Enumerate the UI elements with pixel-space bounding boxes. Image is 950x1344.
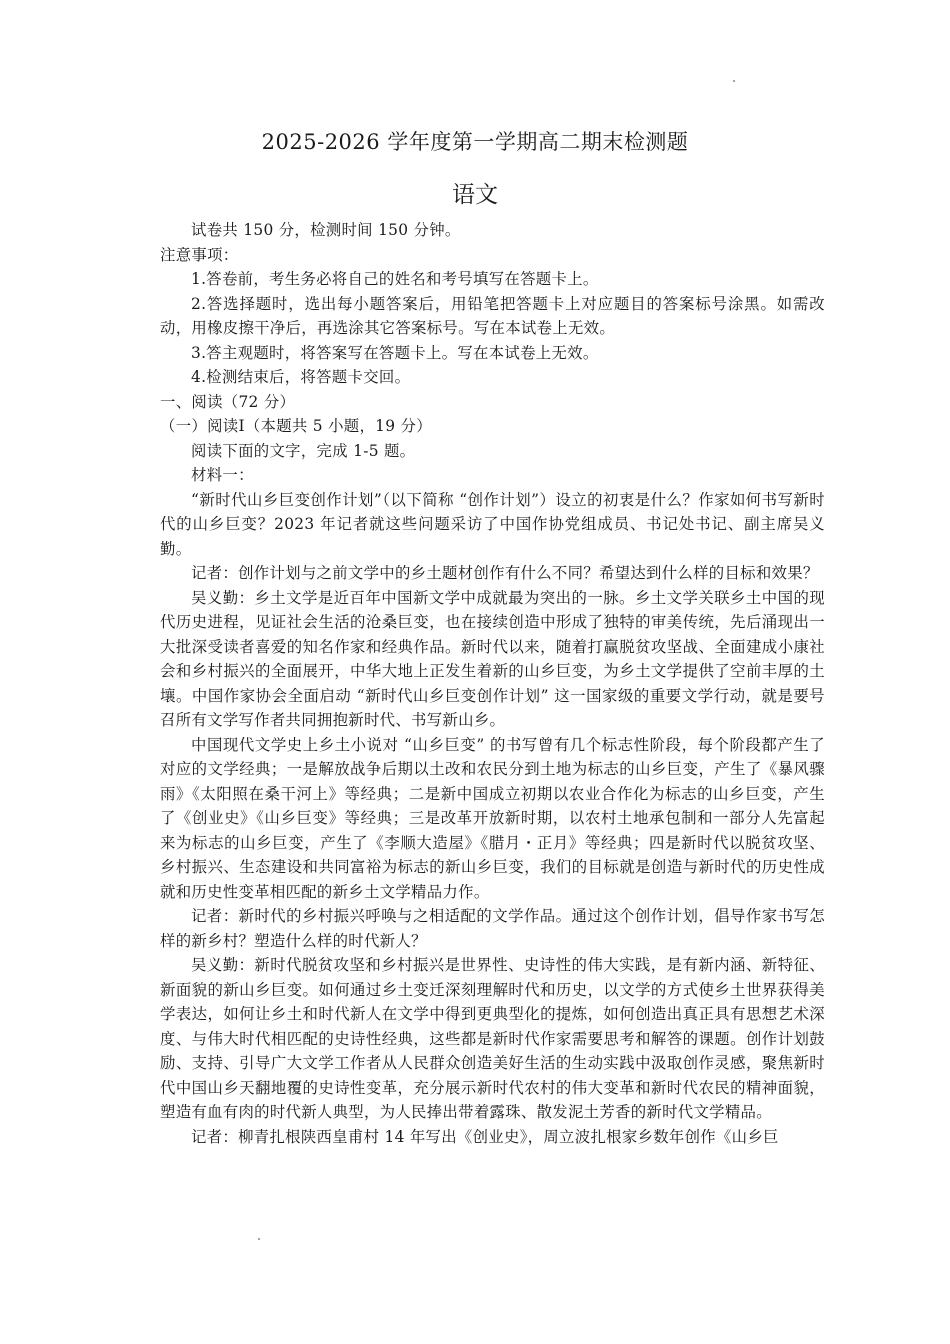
passage-paragraph: 记者：柳青扎根陕西皇甫村 14 年写出《创业史》，周立波扎根家乡数年创作《山乡巨 [191, 1127, 779, 1146]
subject-title: 语文 [452, 182, 498, 208]
note-item-4: 4.检测结束后，将答题卡交回。 [191, 368, 411, 386]
sub-section-heading: （一）阅读Ⅰ（本题共 5 小题，19 分） [160, 417, 432, 435]
material-label: 材料一： [191, 466, 254, 484]
note-item-3: 3.答主观题时，将答案写在答题卡上。写在本试卷上无效。 [191, 343, 599, 362]
scan-speck [258, 1238, 260, 1240]
section-heading: 一、阅读（72 分） [160, 392, 296, 411]
notes-heading: 注意事项： [160, 245, 239, 264]
note-item-1: 1.答卷前，考生务必将自己的姓名和考号填写在答题卡上。 [191, 270, 599, 288]
passage-paragraph: 记者：创作计划与之前文学中的乡土题材创作有什么不同？希望达到什么样的目标和效果？ [191, 564, 819, 582]
exam-body [160, 218, 825, 1149]
scan-speck [733, 80, 735, 82]
reading-instruction: 阅读下面的文字，完成 1-5 题。 [191, 441, 416, 460]
passage-paragraph: 中国现代文学史上乡土小说对 “山乡巨变” 的书写曾有几个标志性阶段，每个阶段都产生了对应的文学经典；一是解放战争后期以土改和农民分到土地为标志的山乡巨变，产生了《暴风骤雨》《太阳照在桑干河上》等经典；二是新中国成立初期以农业合作化为标志的山乡巨变，产生了《创业史》《山乡巨变》等经典；三是改革开放新时期，以农村土地承包制和一部分人先富起来为标志的山乡巨变，产生了《李顺大造屋》《腊月・正月》等经典；四是新时代以脱贫攻坚、乡村振兴、生态建设和共同富裕为标志的新山乡巨变，我们的目标就是创造与新时代的历史性成就和历史性变革相匹配的新乡土文学精品力作。 [160, 735, 825, 901]
passage-paragraph: 吴义勤：新时代脱贫攻坚和乡村振兴是世界性、史诗性的伟大实践，是有新内涵、新特征、新面貌的新山乡巨变。如何通过乡土变迁深刻理解时代和历史，以文学的方式使乡土世界获得美学表达，如何让乡土和时代新人在文学中得到更典型化的提炼，如何创造出真正具有思想艺术深度、与伟大时代相匹配的史诗性经典，这些都是新时代作家需要思考和解答的课题。创作计划鼓励、支持、引导广大文学工作者从人民群众创造美好生活的生动实践中汲取创作灵感，聚焦新时代中国山乡天翻地覆的史诗性变革，充分展示新时代农村的伟大变革和新时代农民的精神面貌，塑造有血有肉的时代新人典型，为人民捧出带着露珠、散发泥土芳香的新时代文学精品。 [160, 956, 825, 1121]
exam-title: 2025-2026 学年度第一学期高二期末检测题 [261, 130, 689, 154]
passage-paragraph: 吴义勤：乡土文学是近百年中国新文学中成就最为突出的一脉。乡土文学关联乡土中国的现代历史进程，见证社会生活的沧桑巨变，也在接续创造中形成了独特的审美传统，先后涌现出一大批深受读者喜爱的知名作家和经典作品。新时代以来，随着打赢脱贫攻坚战、全面建成小康社会和乡村振兴的全面展开，中华大地上正发生着新的山乡巨变，为乡土文学提供了空前丰厚的土壤。中国作家协会全面启动 “新时代山乡巨变创作计划” 这一国家级的重要文学行动，就是要号召所有文学写作者共同拥抱新时代、书写新山乡。 [160, 588, 825, 729]
passage-paragraph: 记者：新时代的乡村振兴呼唤与之相适配的文学作品。通过这个创作计划，倡导作家书写怎样的新乡村？塑造什么样的时代新人？ [160, 907, 825, 950]
passage-paragraph: “新时代山乡巨变创作计划”（以下简称 “创作计划”）设立的初衷是什么？作家如何书写新时代的山乡巨变？2023 年记者就这些问题采访了中国作协党组成员、书记处书记、副主席吴义勤。 [160, 490, 825, 558]
note-item-2: 2.答选择题时，选出每小题答案后，用铅笔把答题卡上对应题目的答案标号涂黑。如需改动，用橡皮擦干净后，再选涂其它答案标号。写在本试卷上无效。 [160, 294, 825, 337]
exam-info: 试卷共 150 分，检测时间 150 分钟。 [191, 221, 461, 239]
